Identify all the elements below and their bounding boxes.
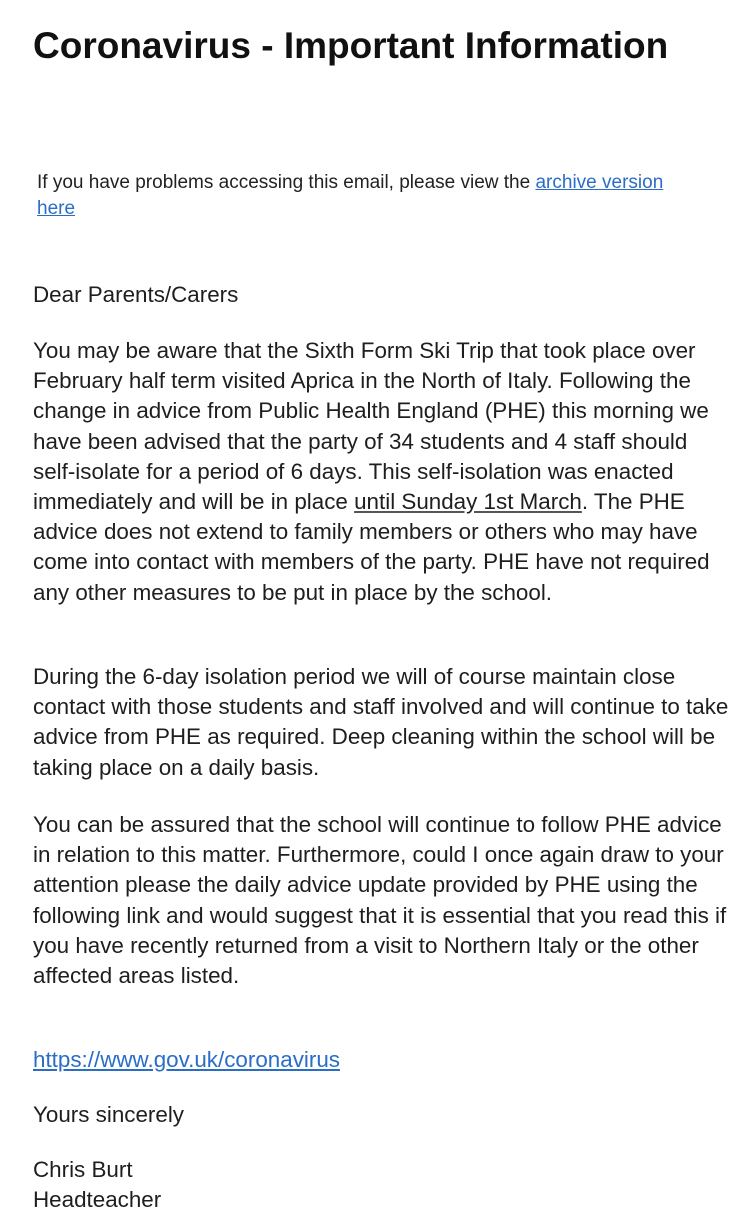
- archive-notice: [37, 170, 697, 222]
- gov-link-line: [33, 1045, 723, 1075]
- gov-coronavirus-link[interactable]: https://www.gov.uk/coronavirus: [33, 1047, 340, 1072]
- archive-version-link[interactable]: archive version here: [37, 172, 664, 219]
- paragraph-ski-trip-text: You may be aware that the Sixth Form Ski Trip that took place over February half term visited Aprica in the North of Italy. Following the change in advice from Public Health England (PHE) this morning we have been advised that the party of 34 students and 4 staff should self-isolate for a period of 6 days. This self-isolation was enacted immediately and will be in place: [33, 338, 709, 515]
- salutation: Dear Parents/Carers: [33, 282, 239, 307]
- closing: Yours sincerely: [33, 1102, 185, 1127]
- email-title: Coronavirus - Important Information: [33, 25, 669, 66]
- signature-name: Chris Burt: [33, 1157, 133, 1182]
- paragraph-ski-trip-text-end: . The PHE advice does not extend to family members or others who may have come into contact with members of the party. PHE have not required any other measures to be put in place by the school.: [33, 489, 710, 605]
- signature: [33, 1155, 723, 1215]
- paragraph-isolation-period: During the 6-day isolation period we will of course maintain close contact with those students and staff involved and will continue to take advice from PHE as required. Deep cleaning within the school will be taking place on a daily basis.: [33, 664, 729, 780]
- archive-notice-text: If you have problems accessing this email, please view the: [37, 172, 536, 193]
- signature-role: Headteacher: [33, 1187, 162, 1213]
- paragraph-phe-advice: You can be assured that the school will continue to follow PHE advice in relation to this matter. Furthermore, could I once again draw to your attention please the daily advice update provided by PHE using the following link and would suggest that it is essential that you read this if you have recently returned from a visit to Northern Italy or the other affected areas listed.: [33, 812, 727, 989]
- paragraph-ski-trip: [33, 336, 733, 608]
- isolation-end-date: until Sunday 1st March: [354, 489, 582, 515]
